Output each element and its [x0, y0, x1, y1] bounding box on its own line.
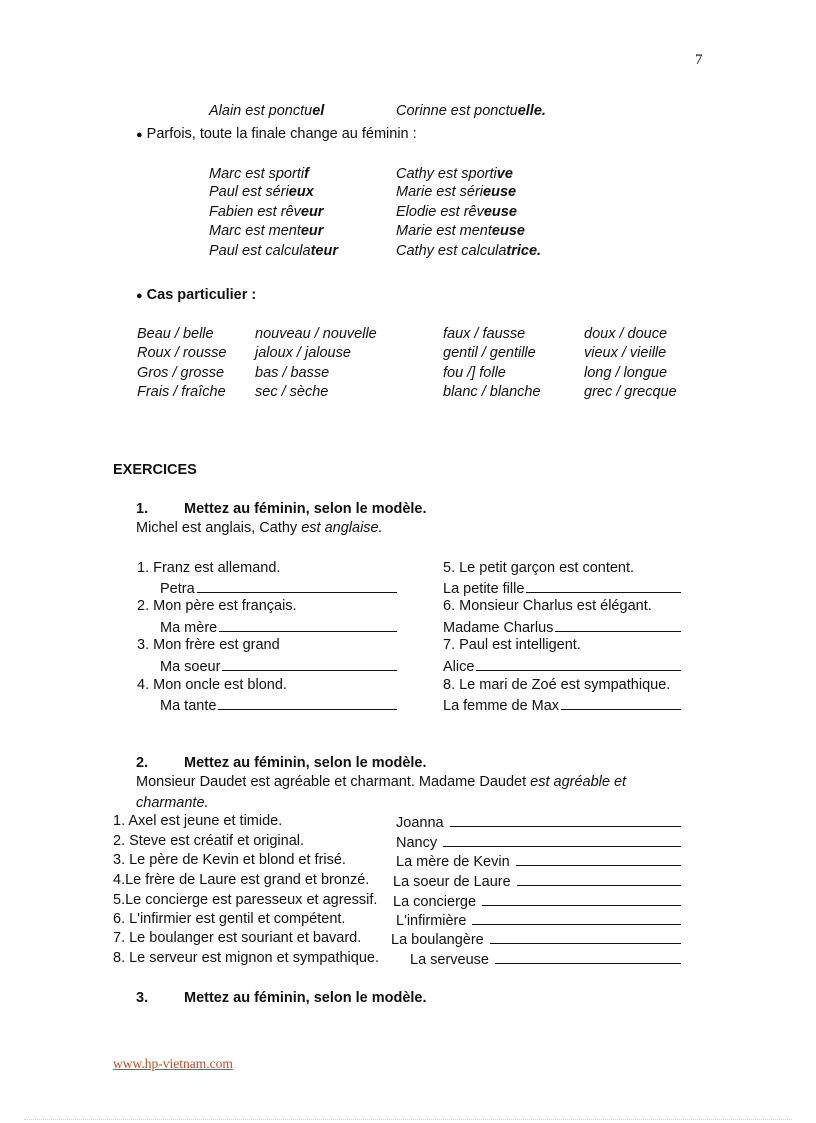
bullet-icon: ●: [136, 129, 143, 141]
answer-subject: Alice: [443, 659, 475, 675]
model-answer: est anglaise.: [301, 520, 383, 536]
answer-line: [443, 658, 681, 675]
answer-subject: L'infirmière: [396, 913, 467, 929]
rule-line: [136, 127, 417, 142]
exercise-2-title: Mettez au féminin, selon le modèle.: [184, 755, 427, 771]
answer-subject: La soeur de Laure: [393, 874, 511, 890]
answer-blank[interactable]: [526, 580, 681, 593]
answer-blank[interactable]: [555, 619, 681, 632]
answer-line: [393, 893, 681, 910]
answer-line: [410, 951, 681, 968]
answer-blank[interactable]: [472, 912, 681, 925]
answer-subject: Petra: [160, 581, 195, 597]
answer-line: [160, 658, 397, 675]
answer-subject: La boulangère: [391, 932, 484, 948]
exercise-question: 7. Le boulanger est souriant et bavard.: [113, 930, 362, 946]
answer-line: [396, 834, 681, 851]
finale-masculine: [209, 244, 338, 259]
answer-line: [443, 619, 681, 636]
special-case-pair: Frais / fraîche: [137, 384, 226, 400]
exercise-question: 2. Steve est créatif et original.: [113, 833, 305, 849]
special-case-heading: [136, 288, 256, 303]
answer-subject: Madame Charlus: [443, 620, 554, 636]
answer-line: [443, 697, 681, 714]
answer-line: [391, 931, 681, 948]
exercise-question: 7. Paul est intelligent.: [443, 637, 581, 653]
answer-subject: Ma tante: [160, 698, 217, 714]
stem: Paul est calcula: [209, 243, 311, 259]
exercise-question: 3. Mon frère est grand: [137, 637, 280, 653]
special-case-pair: sec / sèche: [255, 384, 329, 400]
ending: ve: [496, 166, 513, 182]
ending: trice.: [506, 243, 542, 259]
answer-line: [160, 697, 397, 714]
special-case-pair: blanc / blanche: [443, 384, 541, 400]
special-case-pair: Roux / rousse: [137, 345, 227, 361]
special-case-pair: gentil / gentille: [443, 345, 536, 361]
exercise-3-title: Mettez au féminin, selon le modèle.: [184, 990, 427, 1006]
answer-subject: La femme de Max: [443, 698, 560, 714]
answer-subject: La serveuse: [410, 952, 489, 968]
special-case-pair: Gros / grosse: [137, 365, 225, 381]
ending: eur: [300, 223, 324, 239]
special-case-pair: jaloux / jalouse: [255, 345, 351, 361]
model-plain: Monsieur Daudet est agréable et charmant. Madame Daudet: [136, 774, 527, 790]
page-bottom-border: [24, 1119, 792, 1120]
stem: Elodie est rêv: [396, 204, 484, 220]
answer-subject: La mère de Kevin: [396, 854, 510, 870]
exercise-1-title: Mettez au féminin, selon le modèle.: [184, 501, 427, 517]
answer-blank[interactable]: [561, 697, 681, 710]
exercises-heading: EXERCICES: [113, 462, 197, 478]
exercise-question: 8. Le serveur est mignon et sympathique.: [113, 950, 379, 966]
exercise-question: 1. Franz est allemand.: [137, 560, 281, 576]
example-ending: el: [312, 103, 325, 119]
answer-blank[interactable]: [450, 814, 681, 827]
finale-masculine: [209, 167, 309, 182]
answer-blank[interactable]: [222, 658, 397, 671]
rule-text: Parfois, toute la finale change au féminin :: [146, 126, 417, 142]
example-ending: elle.: [517, 103, 546, 119]
exercise-question: 3. Le père de Kevin et blond et frisé.: [113, 852, 346, 868]
answer-blank[interactable]: [219, 619, 397, 632]
finale-feminine: [396, 224, 525, 239]
exercise-1-number: 1.: [136, 501, 149, 517]
answer-line: [396, 912, 681, 929]
answer-blank[interactable]: [517, 873, 681, 886]
exercise-2-model-cont: charmante.: [136, 795, 209, 811]
answer-subject: Joanna: [396, 815, 444, 831]
special-case-pair: faux / fausse: [443, 326, 526, 342]
answer-blank[interactable]: [495, 951, 681, 964]
example-masculine: [209, 104, 324, 119]
stem: Marc est sporti: [209, 166, 305, 182]
finale-feminine: [396, 244, 541, 259]
exercise-question: 2. Mon père est français.: [137, 598, 297, 614]
example-feminine: [396, 104, 546, 119]
answer-blank[interactable]: [482, 893, 681, 906]
answer-line: [396, 853, 681, 870]
model-answer: est agréable et: [530, 774, 627, 790]
special-case-pair: long / longue: [584, 365, 668, 381]
special-case-pair: fou /] folle: [443, 365, 506, 381]
special-case-pair: bas / basse: [255, 365, 330, 381]
exercise-question: 6. Monsieur Charlus est élégant.: [443, 598, 652, 614]
exercise-question: 4.Le frère de Laure est grand et bronzé.: [113, 872, 370, 888]
stem: Marie est ment: [396, 223, 492, 239]
answer-line: [396, 814, 681, 831]
exercise-3-number: 3.: [136, 990, 149, 1006]
exercise-question: 5. Le petit garçon est content.: [443, 560, 635, 576]
ending: f: [304, 166, 309, 182]
model-plain: Michel est anglais, Cathy: [136, 520, 298, 536]
exercise-question: 4. Mon oncle est blond.: [137, 677, 287, 693]
exercise-question: 8. Le mari de Zoé est sympathique.: [443, 677, 671, 693]
finale-masculine: [209, 185, 314, 200]
stem: Cathy est sporti: [396, 166, 497, 182]
answer-line: [443, 580, 681, 597]
answer-blank[interactable]: [218, 697, 397, 710]
page-number: 7: [695, 52, 703, 68]
stem: Marie est séri: [396, 184, 484, 200]
answer-line: [160, 580, 397, 597]
special-case-pair: grec / grecque: [584, 384, 677, 400]
answer-line: [393, 873, 681, 890]
footer-website-link[interactable]: www.hp-vietnam.com: [113, 1056, 233, 1071]
answer-blank[interactable]: [443, 834, 681, 847]
special-case-pair: doux / douce: [584, 326, 668, 342]
exercise-1-model: [136, 521, 383, 536]
special-case-pair: nouveau / nouvelle: [255, 326, 377, 342]
answer-blank[interactable]: [516, 853, 681, 866]
exercise-2-number: 2.: [136, 755, 149, 771]
ending: euse: [491, 223, 525, 239]
exercise-question: 1. Axel est jeune et timide.: [113, 813, 283, 829]
answer-subject: Nancy: [396, 835, 438, 851]
special-case-title: Cas particulier :: [146, 287, 257, 303]
bullet-icon: ●: [136, 290, 143, 302]
answer-subject: La concierge: [393, 894, 477, 910]
answer-line: [160, 619, 397, 636]
answer-subject: Ma mère: [160, 620, 218, 636]
answer-subject: La petite fille: [443, 581, 525, 597]
stem: Paul est séri: [209, 184, 289, 200]
example-stem: Corinne est ponctu: [396, 103, 518, 119]
ending: eux: [288, 184, 314, 200]
answer-blank[interactable]: [490, 931, 681, 944]
exercise-question: 6. L'infirmier est gentil et compétent.: [113, 911, 346, 927]
finale-feminine: [396, 167, 513, 182]
exercise-2-model: [136, 775, 626, 790]
exercise-question: 5.Le concierge est paresseux et agressif.: [113, 892, 378, 908]
stem: Cathy est calcula: [396, 243, 507, 259]
finale-masculine: [209, 224, 323, 239]
special-case-pair: Beau / belle: [137, 326, 214, 342]
stem: Marc est ment: [209, 223, 301, 239]
special-case-pair: vieux / vieille: [584, 345, 667, 361]
finale-feminine: [396, 205, 517, 220]
answer-subject: Ma soeur: [160, 659, 221, 675]
finale-feminine: [396, 185, 516, 200]
answer-blank[interactable]: [197, 580, 397, 593]
example-stem: Alain est ponctu: [209, 103, 313, 119]
ending: eur: [300, 204, 324, 220]
finale-masculine: [209, 205, 323, 220]
answer-blank[interactable]: [476, 658, 681, 671]
ending: euse: [483, 204, 517, 220]
stem: Fabien est rêv: [209, 204, 301, 220]
ending: euse: [483, 184, 517, 200]
ending: teur: [310, 243, 338, 259]
